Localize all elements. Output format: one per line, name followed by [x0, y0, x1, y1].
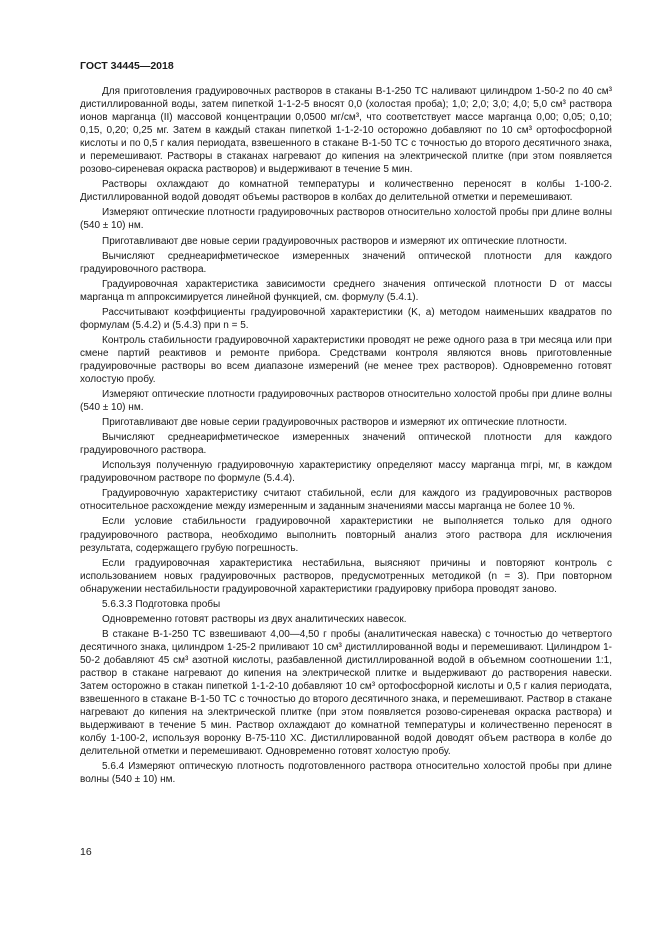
- paragraph-18: В стакане В-1-250 ТС взвешивают 4,00—4,50 г пробы (аналитическая навеска) с точностью до четвертого десятичного знака, цилиндром 1-25-2 приливают 10 см³ дистиллированной воды и перемешивают. Цилиндром 1-50-2 добавляют 45 см³ азотной кислоты, разбавленной дистиллированной водой в объемном соотношении 1:1, раствор в стакане нагревают до кипения на электрической плитке и выдерживают до растворения навески. Затем осторожно в стакан пипеткой 1-1-2-10 добавляют 10 см³ ортофосфорной кислоты и 0,5 г калия периодата, взвешенного в стакане В-1-50 ТС с точностью до второго десятичного знака, и перемешивают. Раствор в стакане нагревают до кипения на электрической плитке (при этом появляется розово-сиреневая окраска раствора) и выдерживают в течение 5 мин. Раствор охлаждают до комнатной температуры и количественно переносят в колбу 1-100-2, используя воронку В-75-110 ХС. Дистиллированной водой доводят объем раствора в колбе до делительной отметки и перемешивают. Одновременно готовят холостую пробу.: [80, 628, 612, 758]
- paragraph-5-6-4: 5.6.4 Измеряют оптическую плотность подготовленного раствора относительно холостой пробы при длине волны (540 ± 10) нм.: [80, 761, 612, 786]
- paragraph-11: Вычисляют среднеарифметическое измеренных значений оптической плотности для каждого градуировочного раствора.: [80, 432, 612, 457]
- paragraph-8: Контроль стабильности градуировочной характеристики проводят не реже одного раза в три месяца или при смене партий реактивов и ремонте прибора. Средствами контроля являются вновь приготовленные градуировочные растворы во всем диапазоне измерений (не менее трех растворов). Одновременно готовят холостую пробу.: [80, 334, 612, 385]
- paragraph-4: Приготавливают две новые серии градуировочных растворов и измеряют их оптические плотности.: [102, 235, 568, 247]
- paragraph-2: Растворы охлаждают до комнатной температуры и количественно переносят в колбы 1-100-2. Дистиллированной водой доводят объемы растворов в колбах до делительной отметки и перемешивают.: [80, 179, 612, 204]
- standard-title: ГОСТ 34445—2018: [80, 60, 174, 72]
- section-heading-5-6-3-3: 5.6.3.3 Подготовка пробы: [102, 598, 221, 610]
- paragraph-6: Градуировочная характеристика зависимости среднего значения оптической плотности D от массы марганца m аппроксимируется линейной функцией, см. формулу (5.4.1).: [80, 278, 612, 303]
- paragraph-9: Измеряют оптические плотности градуировочных растворов относительно холостой пробы при длине волны (540 ± 10) нм.: [80, 389, 612, 414]
- paragraph-3: Измеряют оптические плотности градуировочных растворов относительно холостой пробы при длине волны (540 ± 10) нм.: [80, 207, 612, 232]
- paragraph-7: Рассчитывают коэффициенты градуировочной характеристики (K, a) методом наименьших квадратов по формулам (5.4.2) и (5.4.3) при n = 5.: [80, 306, 612, 331]
- page-number: 16: [80, 846, 92, 858]
- paragraph-17: Одновременно готовят растворы из двух аналитических навесок.: [102, 613, 407, 625]
- paragraph-15: Если градуировочная характеристика нестабильна, выясняют причины и повторяют контроль с использованием новых градуировочных растворов, предусмотренных методикой (n = 3). При повторном обнаружении нестабильности градуировочной характеристики градуировку прибора проводят заново.: [80, 557, 612, 595]
- paragraph-5: Вычисляют среднеарифметическое измеренных значений оптической плотности для каждого градуировочного раствора.: [80, 250, 612, 275]
- paragraph-13: Градуировочную характеристику считают стабильной, если для каждого из градуировочных растворов относительное расхождение между измеренным и заданным значениями массы марганца не более 10 %.: [80, 488, 612, 513]
- paragraph-14: Если условие стабильности градуировочной характеристики не выполняется только для одного градуировочного раствора, необходимо выполнить повторный анализ этого раствора для исключения результата, содержащего грубую погрешность.: [80, 516, 612, 554]
- paragraph-12: Используя полученную градуировочную характеристику определяют массу марганца mгрi, мг, в каждом градуировочном растворе по формуле (5.4.4).: [80, 460, 612, 485]
- document-body: [80, 85, 612, 786]
- paragraph-1: Для приготовления градуировочных растворов в стаканы В-1-250 ТС наливают цилиндром 1-50-2 по 40 см³ дистиллированной воды, затем пипеткой 1-1-2-5 вносят 0,0 (холостая проба); 1,0; 2,0; 3,0; 4,0; 5,0 см³ раствора ионов марганца (II) массовой концентрации 0,0500 мг/см³, что соответствует массе марганца 0,00; 0,05; 0,10; 0,15, 0,20; 0,25 мг. Затем в каждый стакан пипеткой 1-1-2-10 осторожно добавляют по 10 см³ ортофосфорной кислоты и по 0,5 г калия периодата, взвешенного в стакане В-1-50 ТС с точностью до второго десятичного знака, и перемешивают. Растворы в стаканах нагревают до кипения на электрической плитке (при этом появляется розово-сиреневая окраска растворов) и выдерживают в течение 5 мин.: [80, 86, 612, 176]
- paragraph-10: Приготавливают две новые серии градуировочных растворов и измеряют их оптические плотности.: [102, 417, 568, 429]
